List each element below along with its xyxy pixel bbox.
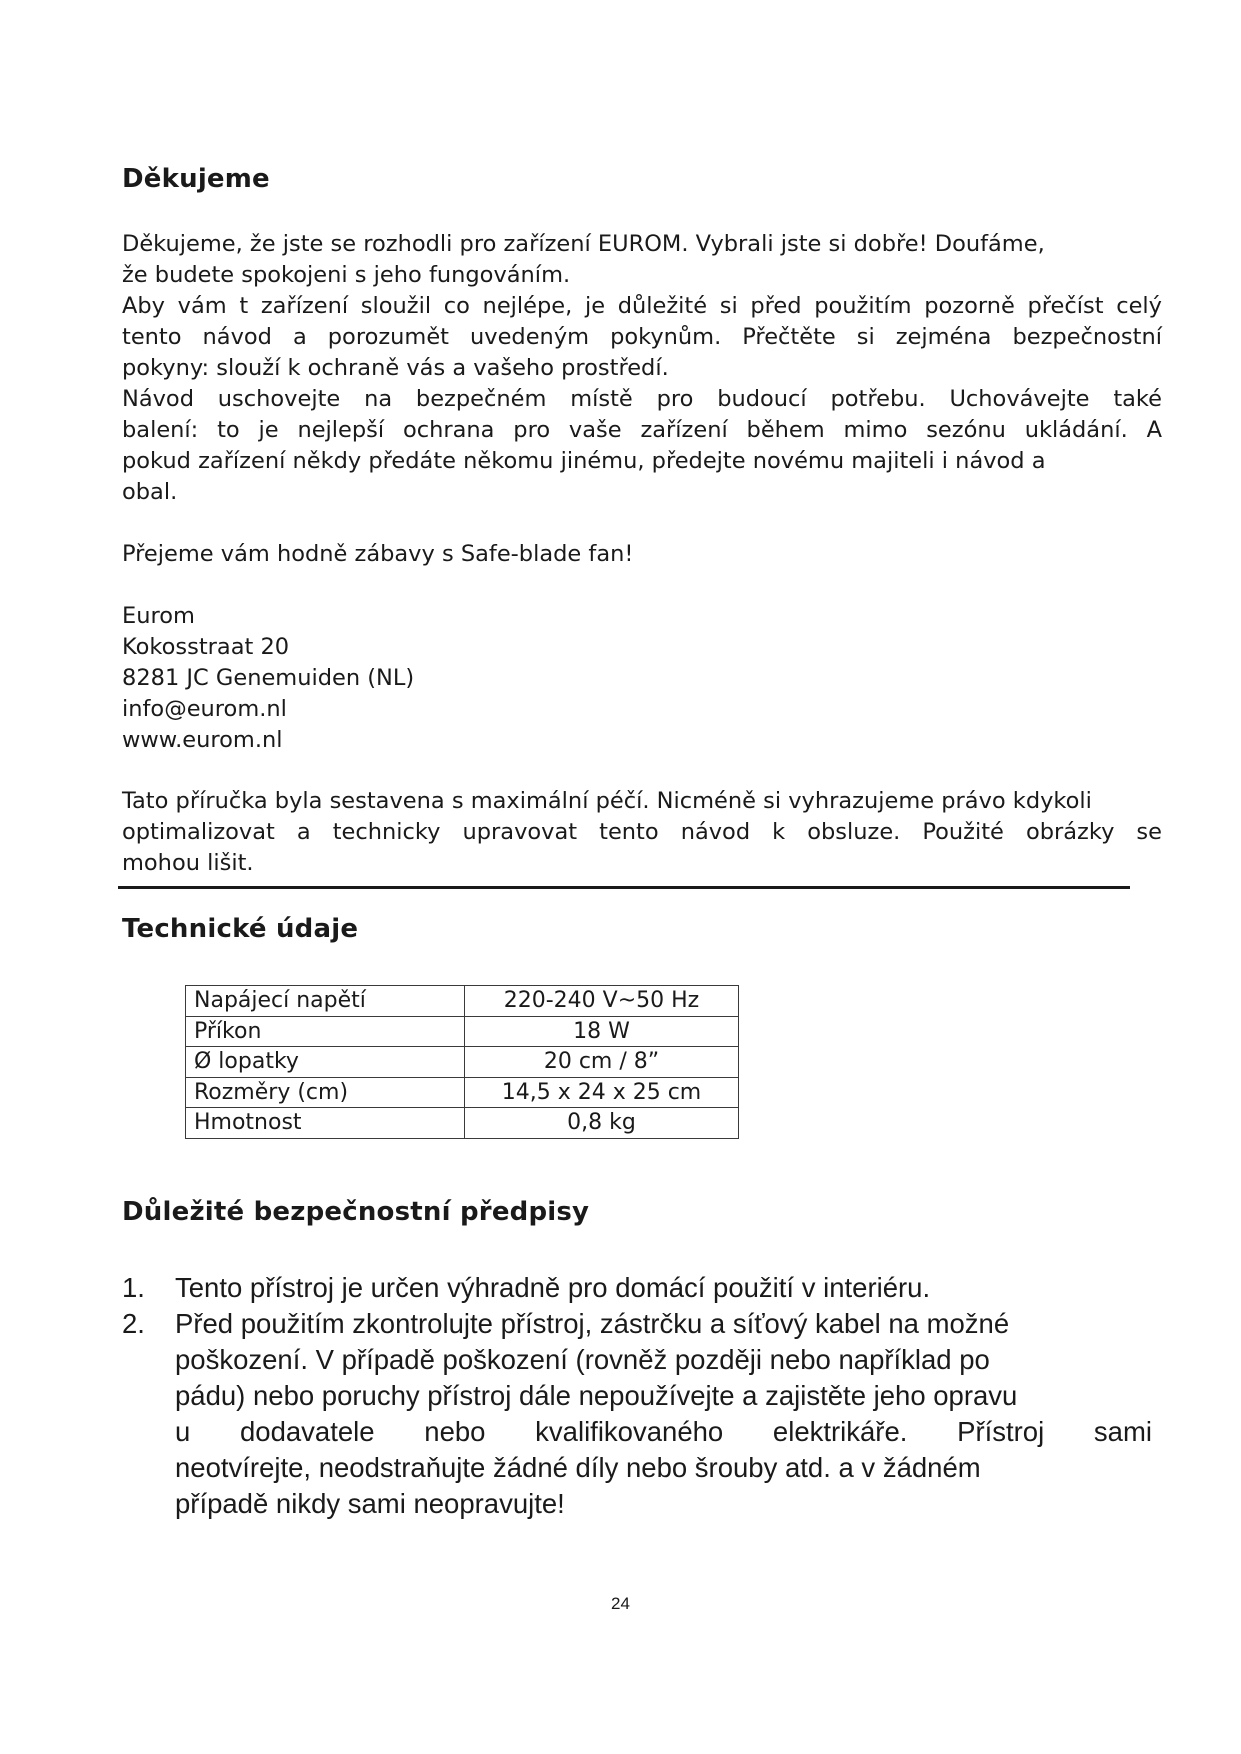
spec-label: Příkon: [186, 1016, 465, 1047]
text-line: optimalizovat a technicky upravovat tento návod k obsluze. Použité obrázky se: [122, 819, 1162, 845]
disclaimer-paragraph: [122, 786, 1162, 879]
safety-heading: Důležité bezpečnostní předpisy: [122, 1197, 590, 1227]
address-email: info@eurom.nl: [122, 696, 287, 722]
spec-label: Napájecí napětí: [186, 986, 465, 1017]
text-line: poškození. V případě poškození (rovněž později nebo například po: [175, 1344, 990, 1375]
section-divider: [118, 886, 1130, 889]
thanks-paragraph-3: [122, 384, 1162, 508]
tech-spec-table: [185, 985, 739, 1139]
address-street: Kokosstraat 20: [122, 634, 290, 660]
text-line: u dodavatele nebo kvalifikovaného elektrikáře. Přístroj sami: [175, 1416, 1152, 1447]
text-line: pokud zařízení někdy předáte někomu jinému, předejte novému majiteli i návod a: [122, 448, 1046, 474]
spec-label: Hmotnost: [186, 1108, 465, 1139]
spec-value: 20 cm / 8”: [465, 1047, 739, 1078]
thanks-heading: Děkujeme: [122, 164, 270, 194]
address-web: www.eurom.nl: [122, 727, 283, 753]
text-line: případě nikdy sami neopravujte!: [175, 1488, 565, 1519]
spec-value: 18 W: [465, 1016, 739, 1047]
table-row: [186, 986, 739, 1017]
list-item: [122, 1270, 1152, 1306]
address-block: [122, 601, 1162, 756]
text-line: Tato příručka byla sestavena s maximální péčí. Nicméně si vyhrazujeme právo kdykoli: [122, 788, 1092, 814]
address-company: Eurom: [122, 603, 195, 629]
text-line: že budete spokojeni s jeho fungováním.: [122, 262, 571, 288]
table-row: [186, 1077, 739, 1108]
text-line: mohou lišit.: [122, 850, 254, 876]
list-item: [122, 1306, 1152, 1522]
text-line: Aby vám t zařízení sloužil co nejlépe, je důležité si před použitím pozorně přečíst celý: [122, 293, 1162, 319]
text-line: pokyny: slouží k ochraně vás a vašeho prostředí.: [122, 355, 669, 381]
table-row: [186, 1108, 739, 1139]
text-line: Děkujeme, že jste se rozhodli pro zařízení EUROM. Vybrali jste si dobře! Doufáme,: [122, 231, 1045, 257]
text-line: Tento přístroj je určen výhradně pro domácí použití v interiéru.: [175, 1272, 931, 1303]
spec-label: Ø lopatky: [186, 1047, 465, 1078]
address-city: 8281 JC Genemuiden (NL): [122, 665, 415, 691]
list-item-number: 1.: [122, 1272, 145, 1303]
spec-label: Rozměry (cm): [186, 1077, 465, 1108]
thanks-paragraph-2: [122, 291, 1162, 384]
spec-value: 220-240 V~50 Hz: [465, 986, 739, 1017]
spec-value: 0,8 kg: [465, 1108, 739, 1139]
table-row: [186, 1047, 739, 1078]
wish-text: Přejeme vám hodně zábavy s Safe-blade fan!: [122, 541, 634, 567]
text-line: pádu) nebo poruchy přístroj dále nepoužívejte a zajistěte jeho opravu: [175, 1380, 1018, 1411]
text-line: Návod uschovejte na bezpečném místě pro budoucí potřebu. Uchovávejte také: [122, 386, 1162, 412]
text-line: tento návod a porozumět uvedeným pokynům. Přečtěte si zejména bezpečnostní: [122, 324, 1162, 350]
text-line: obal.: [122, 479, 178, 505]
text-line: neotvírejte, neodstraňujte žádné díly nebo šrouby atd. a v žádném: [175, 1452, 981, 1483]
list-item-number: 2.: [122, 1308, 145, 1339]
text-line: Před použitím zkontrolujte přístroj, zástrčku a síťový kabel na možné: [175, 1308, 1010, 1339]
tech-heading: Technické údaje: [122, 914, 359, 944]
table-row: [186, 1016, 739, 1047]
safety-list: [122, 1270, 1152, 1522]
page-number: 24: [611, 1594, 630, 1613]
text-line: balení: to je nejlepší ochrana pro vaše zařízení během mimo sezónu ukládání. A: [122, 417, 1162, 443]
thanks-paragraph-1: [122, 229, 1162, 291]
spec-value: 14,5 x 24 x 25 cm: [465, 1077, 739, 1108]
